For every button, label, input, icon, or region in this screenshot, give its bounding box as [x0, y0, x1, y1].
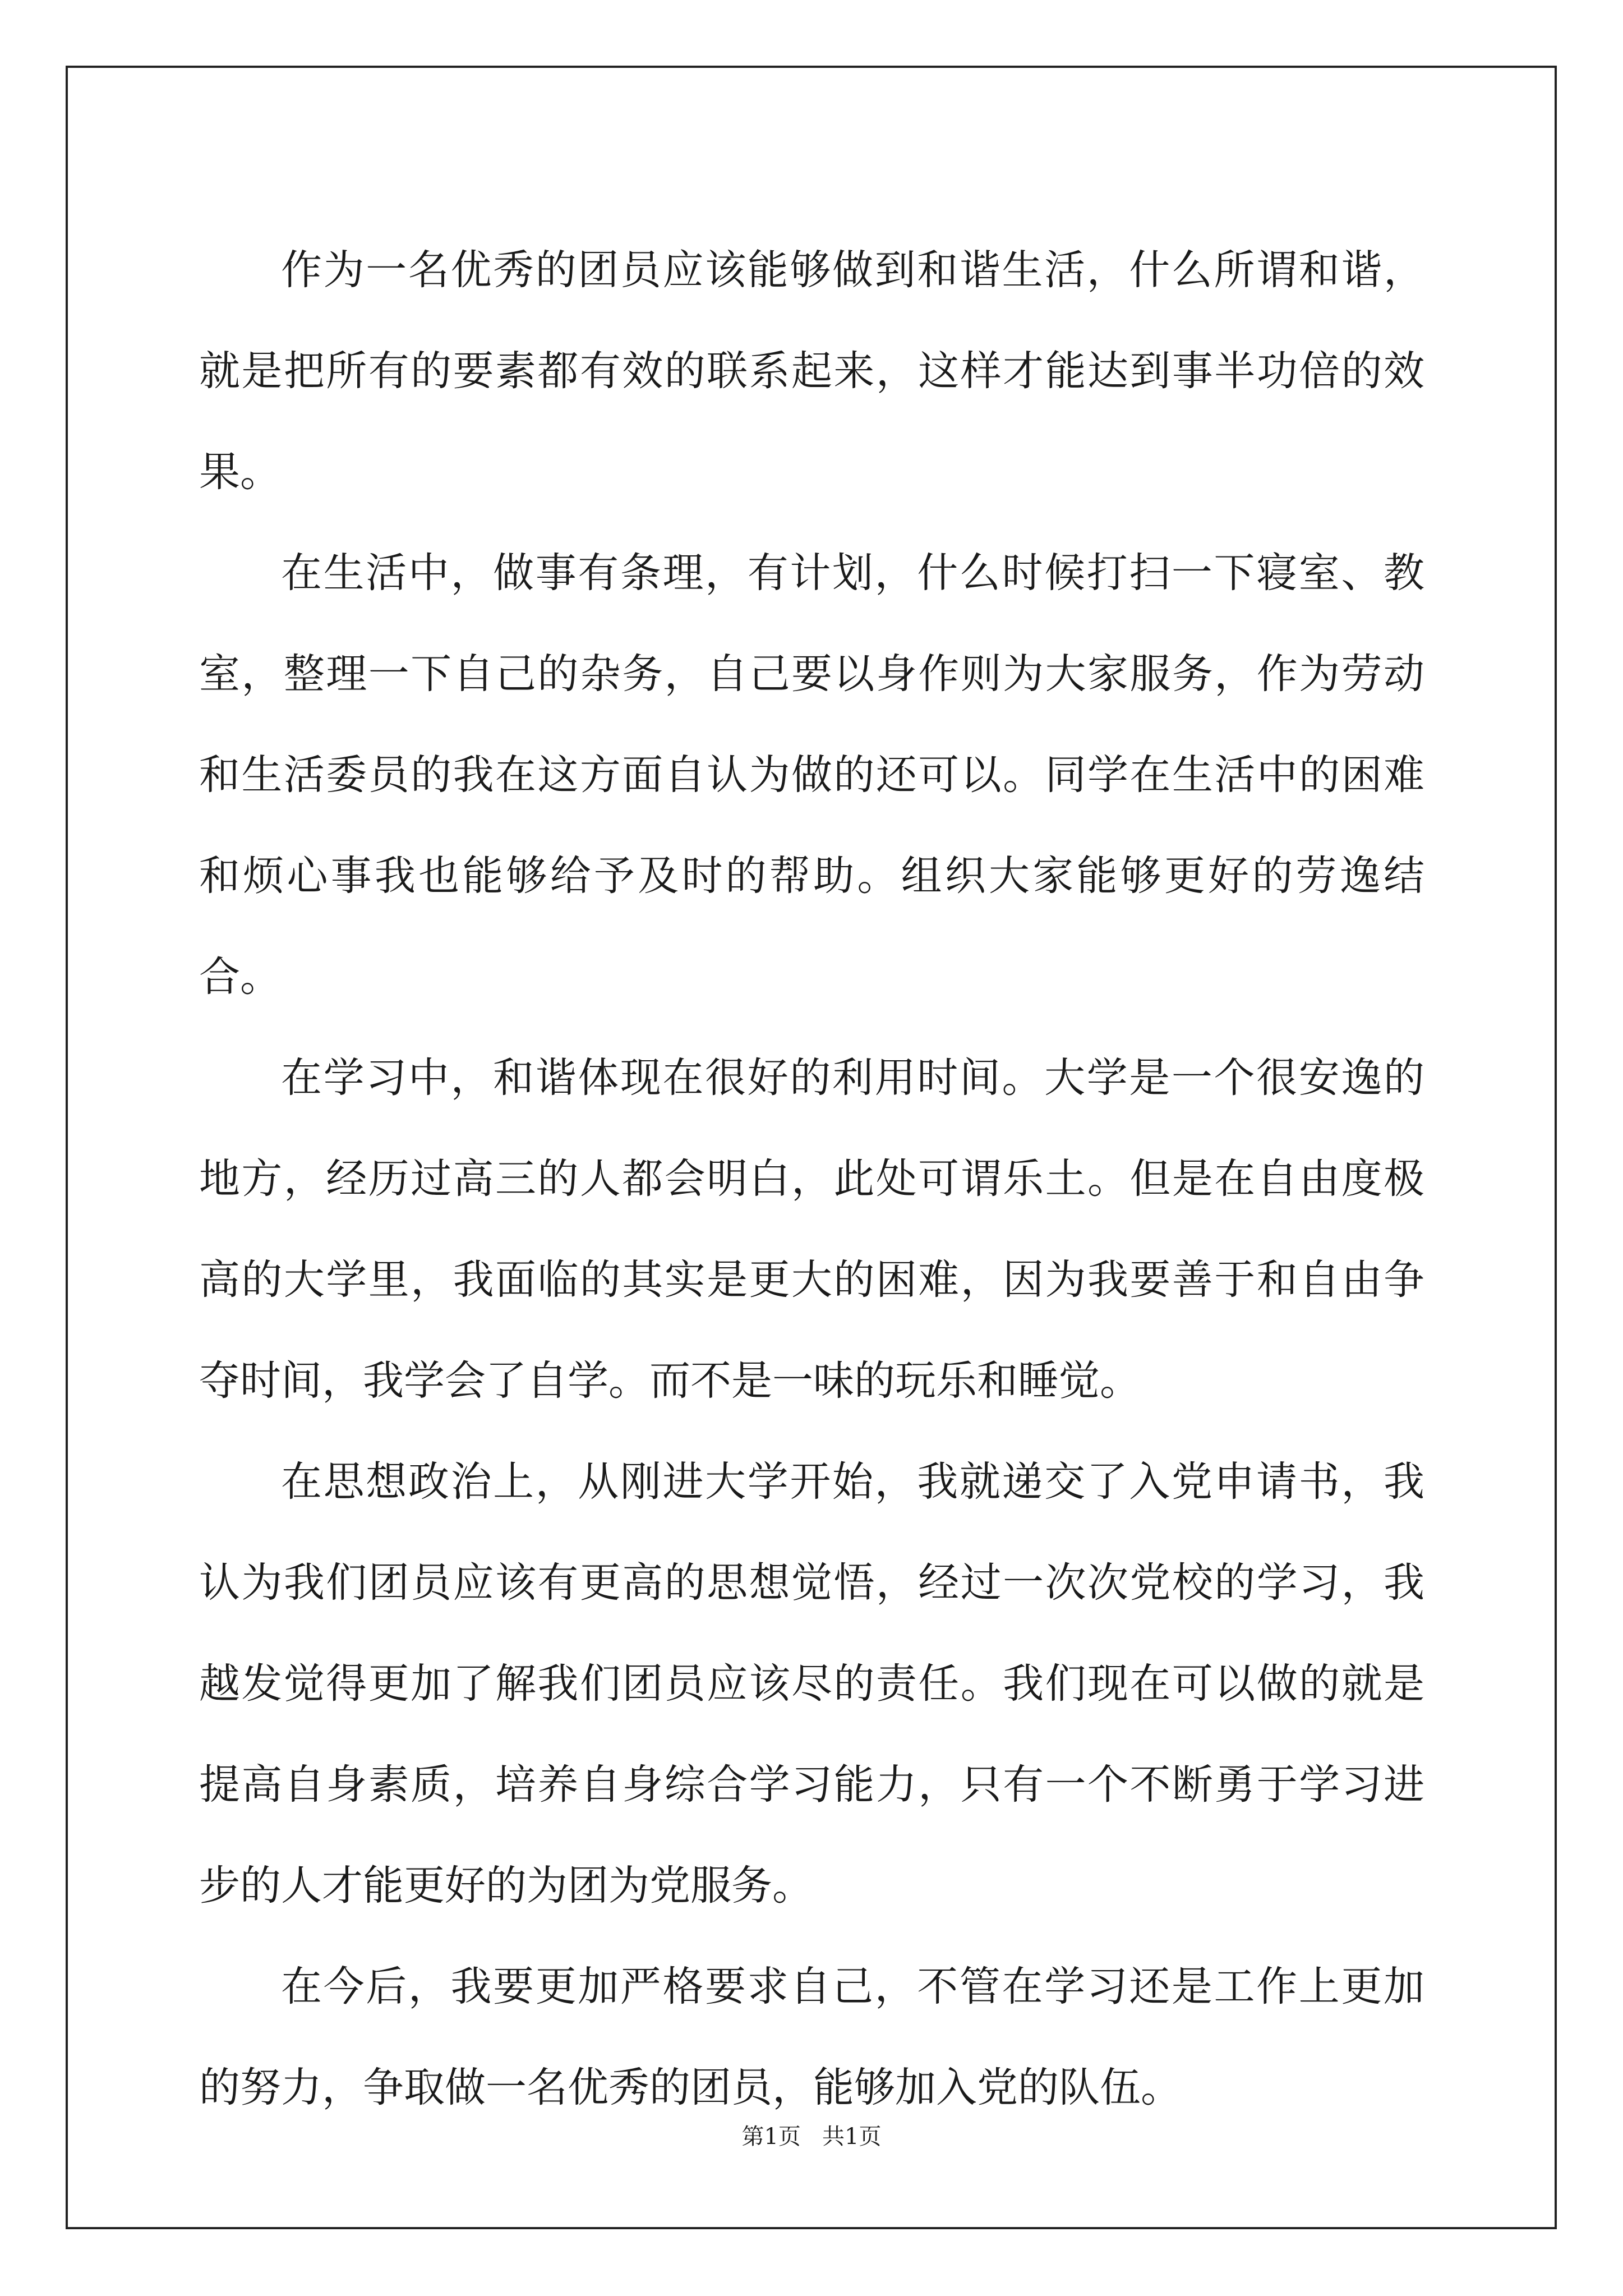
paragraph-3: 在学习中，和谐体现在很好的利用时间。大学是一个很安逸的地方，经历过高三的人都会明白，此处可谓乐土。但是在自由度极高的大学里，我面临的其实是更大的困难，因为我要善于和自由争夺时间，我学会了自学。而不是一味的玩乐和睡觉。	[199, 1054, 1424, 1405]
paragraph-5: 在今后，我要更加严格要求自己，不管在学习还是工作上更加的努力，争取做一名优秀的团员，能够加入党的队伍。	[199, 1963, 1424, 2111]
paragraph-1: 作为一名优秀的团员应该能够做到和谐生活，什么所谓和谐，就是把所有的要素都有效的联系起来，这样才能达到事半功倍的效果。	[199, 246, 1424, 496]
paragraph-2: 在生活中，做事有条理，有计划，什么时候打扫一下寝室、教室，整理一下自己的杂务，自己要以身作则为大家服务，作为劳动和生活委员的我在这方面自认为做的还可以。同学在生活中的困难和烦心事我也能够给予及时的帮助。组织大家能够更好的劳逸结合。	[199, 549, 1424, 1001]
document-body	[199, 220, 1424, 2138]
page-number-footer: 第1页 共1页	[741, 2124, 882, 2150]
paragraph-4: 在思想政治上，从刚进大学开始，我就递交了入党申请书，我认为我们团员应该有更高的思想觉悟，经过一次次党校的学习，我越发觉得更加了解我们团员应该尽的责任。我们现在可以做的就是提高自身素质，培养自身综合学习能力，只有一个不断勇于学习进步的人才能更好的为团为党服务。	[199, 1458, 1424, 1910]
